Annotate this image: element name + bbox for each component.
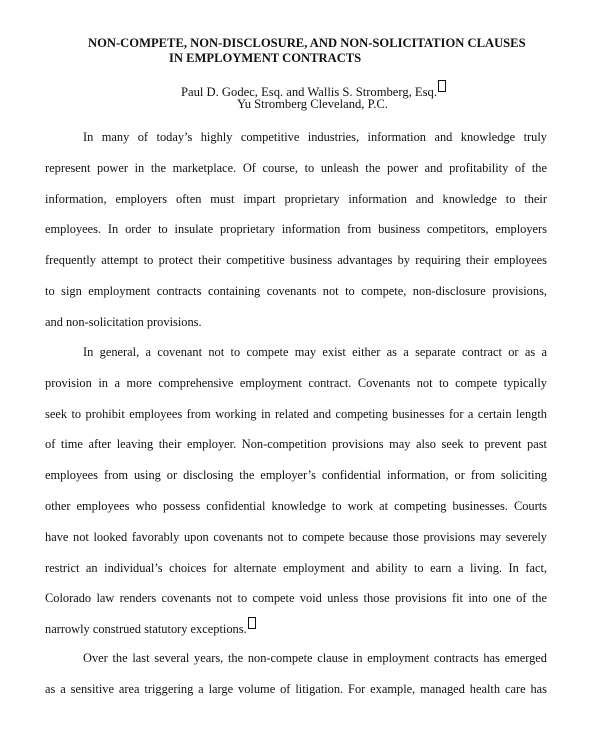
title-line-1: NON-COMPETE, NON-DISCLOSURE, AND NON-SOLICITATION CLAUSES xyxy=(88,36,526,50)
paragraph-line: as a sensitive area triggering a large volume of litigation. For example, managed health care has xyxy=(45,681,547,696)
paragraph-line: provision in a more comprehensive employment contract. Covenants not to compete typically xyxy=(45,375,547,390)
footnote-marker-icon xyxy=(438,80,446,92)
paragraph-line: represent power in the marketplace. Of course, to unleash the power and profitability of the xyxy=(45,160,547,175)
paragraph-3 xyxy=(45,643,547,705)
paragraph-line: seek to prohibit employees from working in related and competing businesses for a certain length xyxy=(45,406,547,421)
paragraph-line-text: narrowly construed statutory exceptions. xyxy=(45,622,247,637)
paragraph-line: to sign employment contracts containing covenants not to compete, non-disclosure provisions, xyxy=(45,283,547,298)
paragraph-line: Over the last several years, the non-compete clause in employment contracts has emerged xyxy=(83,651,547,665)
paragraph-line: and non-solicitation provisions. xyxy=(45,314,202,329)
paragraph-2 xyxy=(45,337,547,645)
document-title xyxy=(88,36,558,66)
footnote-marker-icon xyxy=(248,617,256,629)
paragraph-line: In many of today’s highly competitive industries, information and knowledge truly xyxy=(83,130,547,144)
author-names-text: Paul D. Godec, Esq. and Wallis S. Stromberg, Esq. xyxy=(181,85,437,99)
paragraph-line: information, employers often must impart proprietary information and knowledge to their xyxy=(45,191,547,206)
paragraph-line: employees. In order to insulate proprietary information from business competitors, employers xyxy=(45,222,547,237)
title-line-2: IN EMPLOYMENT CONTRACTS xyxy=(169,51,362,65)
paragraph-line: other employees who possess confidential knowledge to work at competing businesses. Courts xyxy=(45,498,547,513)
paragraph-line: frequently attempt to protect their competitive business advantages by requiring their employees xyxy=(45,253,547,268)
law-firm: Yu Stromberg Cleveland, P.C. xyxy=(237,97,388,111)
paragraph-line: have not looked favorably upon covenants not to compete because those provisions may severely xyxy=(45,529,547,544)
paragraph-line: employees from using or disclosing the employer’s confidential information, or from soliciting xyxy=(45,468,547,483)
paragraph-line: of time after leaving their employer. Non-competition provisions may also seek to prevent past xyxy=(45,437,547,452)
paragraph-1 xyxy=(45,122,547,338)
paragraph-line: restrict an individual’s choices for alternate employment and ability to earn a living. In fact, xyxy=(45,560,547,575)
paragraph-line: In general, a covenant not to compete may exist either as a separate contract or as a xyxy=(83,345,547,359)
paragraph-line xyxy=(45,614,547,645)
paragraph-line: Colorado law renders covenants not to compete void unless those provisions fit into one of the xyxy=(45,591,547,606)
